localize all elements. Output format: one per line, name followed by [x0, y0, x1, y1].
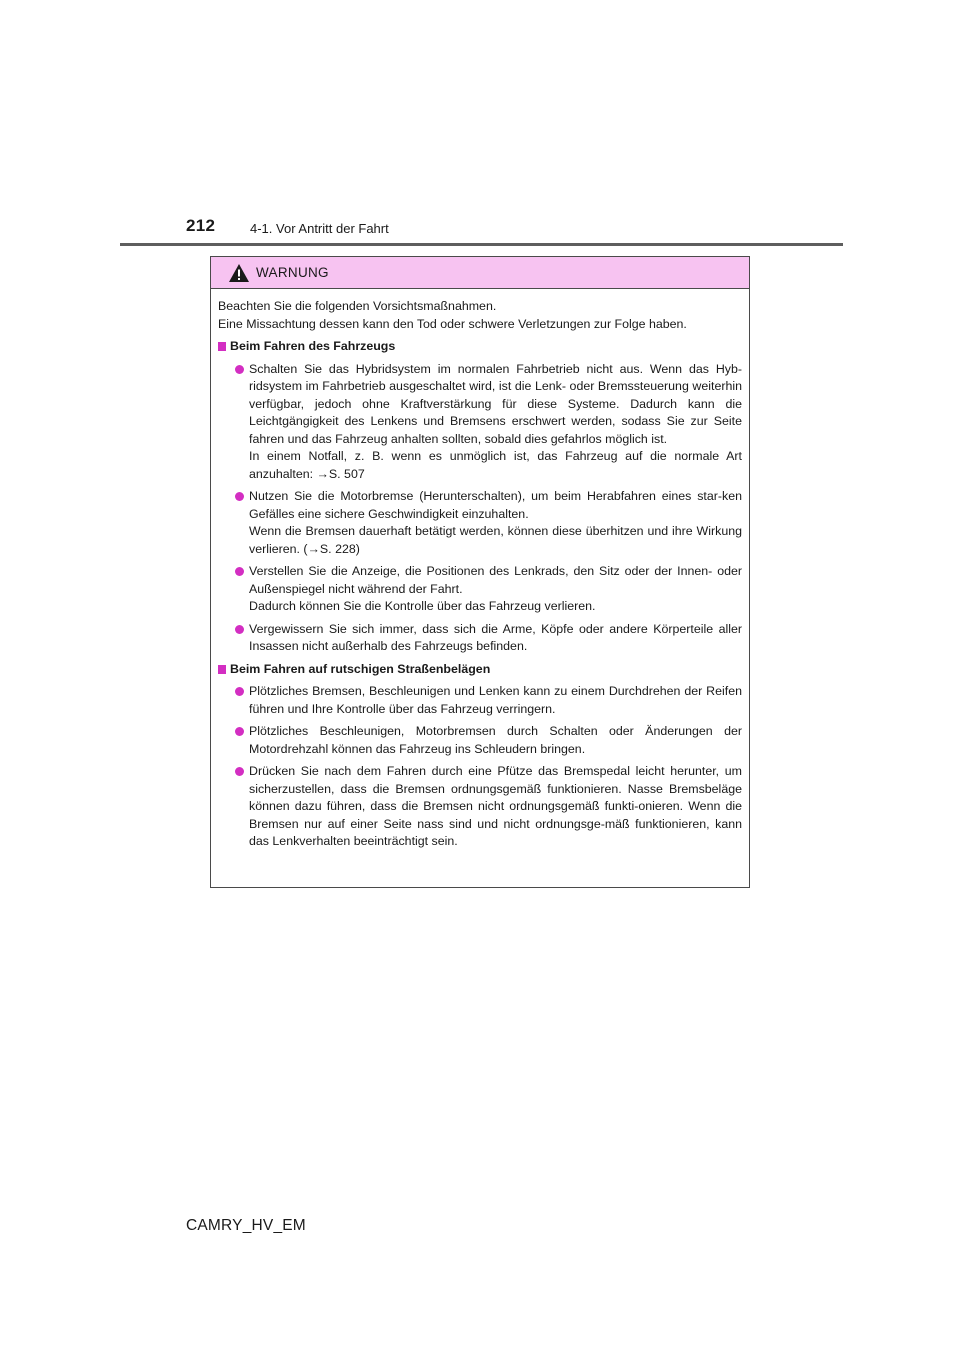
bullet-paragraph: Plötzliches Bremsen, Beschleunigen und Lenken kann zu einem Durchdrehen der Reifen führen und Ihre Kontrolle über das Fahrzeug verringern.	[249, 684, 742, 716]
bullet-paragraph: Plötzliches Beschleunigen, Motorbremsen durch Schalten oder Änderungen der Motordrehzahl können das Fahrzeug ins Schleudern bringen.	[249, 724, 742, 756]
warning-body	[211, 289, 749, 851]
circle-bullet-icon	[235, 687, 244, 696]
sub-heading-text: Beim Fahren auf rutschigen Straßenbelägen	[230, 661, 491, 676]
sub-heading	[218, 338, 742, 356]
intro-line: Eine Missachtung dessen kann den Tod oder schwere Verletzungen zur Folge haben.	[218, 316, 687, 331]
circle-bullet-icon	[235, 567, 244, 576]
bullet-item	[226, 683, 742, 718]
warning-triangle-icon	[228, 263, 250, 283]
bullet-item	[226, 563, 742, 616]
square-bullet-icon	[218, 342, 226, 351]
square-bullet-icon	[218, 665, 226, 674]
bullet-item	[226, 361, 742, 484]
warning-title: WARNUNG	[256, 265, 329, 280]
bullet-paragraph: Schalten Sie das Hybridsystem im normalen Fahrbetrieb nicht aus. Wenn das Hyb-ridsystem im Fahrbetrieb ausgeschaltet wird, ist die Lenk- oder Bremssteuerung weiterhin verfügbar, jedoch ohne Kraftverstärkung für diese Systeme. Dadurch kann die Leichtgängigkeit des Lenkens und Bremsens erschwert werden, sodass Sie zur Seite fahren und das Fahrzeug anhalten sollten, sobald dies gefahrlos möglich ist.	[249, 361, 742, 446]
bullet-paragraph: Drücken Sie nach dem Fahren durch eine Pfütze das Bremspedal leicht herunter, um sicherzustellen, dass die Bremsen ordnungsgemäß funktionieren. Nasse Bremsbeläge können dazu führen, dass die Bremsen nicht ordnungsgemäß funkti-onieren. Wenn die Bremsen nur auf einer Seite nass sind und nicht ordnungsge-mäß funktionieren, kann das Lenkverhalten beeinträchtigt sein.	[249, 764, 742, 848]
warning-box	[210, 256, 750, 888]
bullet-item	[226, 488, 742, 558]
bullet-paragraph: Nutzen Sie die Motorbremse (Herunterschalten), um beim Herabfahren eines star-ken Gefälles eine sichere Geschwindigkeit einzuhalten.	[249, 489, 742, 521]
bullet-paragraph: Dadurch können Sie die Kontrolle über das Fahrzeug verlieren.	[249, 599, 596, 613]
bullet-item	[226, 723, 742, 758]
bullet-paragraph: In einem Notfall, z. B. wenn es unmöglich ist, das Fahrzeug auf die normale Art anzuhalten: →S. 507	[249, 449, 742, 481]
circle-bullet-icon	[235, 625, 244, 634]
circle-bullet-icon	[235, 365, 244, 374]
bullet-paragraph: Wenn die Bremsen dauerhaft betätigt werden, können diese überhitzen und ihre Wirkung verlieren. (→S. 228)	[249, 524, 742, 556]
bullet-paragraph: Vergewissern Sie sich immer, dass sich die Arme, Köpfe oder andere Körperteile aller Insassen nicht außerhalb des Fahrzeugs befinden.	[249, 621, 742, 653]
sub-heading	[218, 661, 742, 679]
circle-bullet-icon	[235, 767, 244, 776]
sub-heading-text: Beim Fahren des Fahrzeugs	[230, 339, 396, 353]
circle-bullet-icon	[235, 727, 244, 736]
header-rule	[120, 243, 843, 246]
bullet-item	[226, 621, 742, 656]
bullet-paragraph: Verstellen Sie die Anzeige, die Positionen des Lenkrads, den Sitz oder der Innen- oder Außenspiegel nicht während der Fahrt.	[249, 564, 742, 596]
footer-code: CAMRY_HV_EM	[186, 1217, 306, 1234]
section-title: 4-1. Vor Antritt der Fahrt	[250, 221, 389, 236]
circle-bullet-icon	[235, 492, 244, 501]
intro-line: Beachten Sie die folgenden Vorsichtsmaßnahmen.	[218, 299, 497, 313]
warning-header	[211, 257, 749, 289]
bullet-item	[226, 763, 742, 851]
page-number: 212	[186, 216, 216, 235]
